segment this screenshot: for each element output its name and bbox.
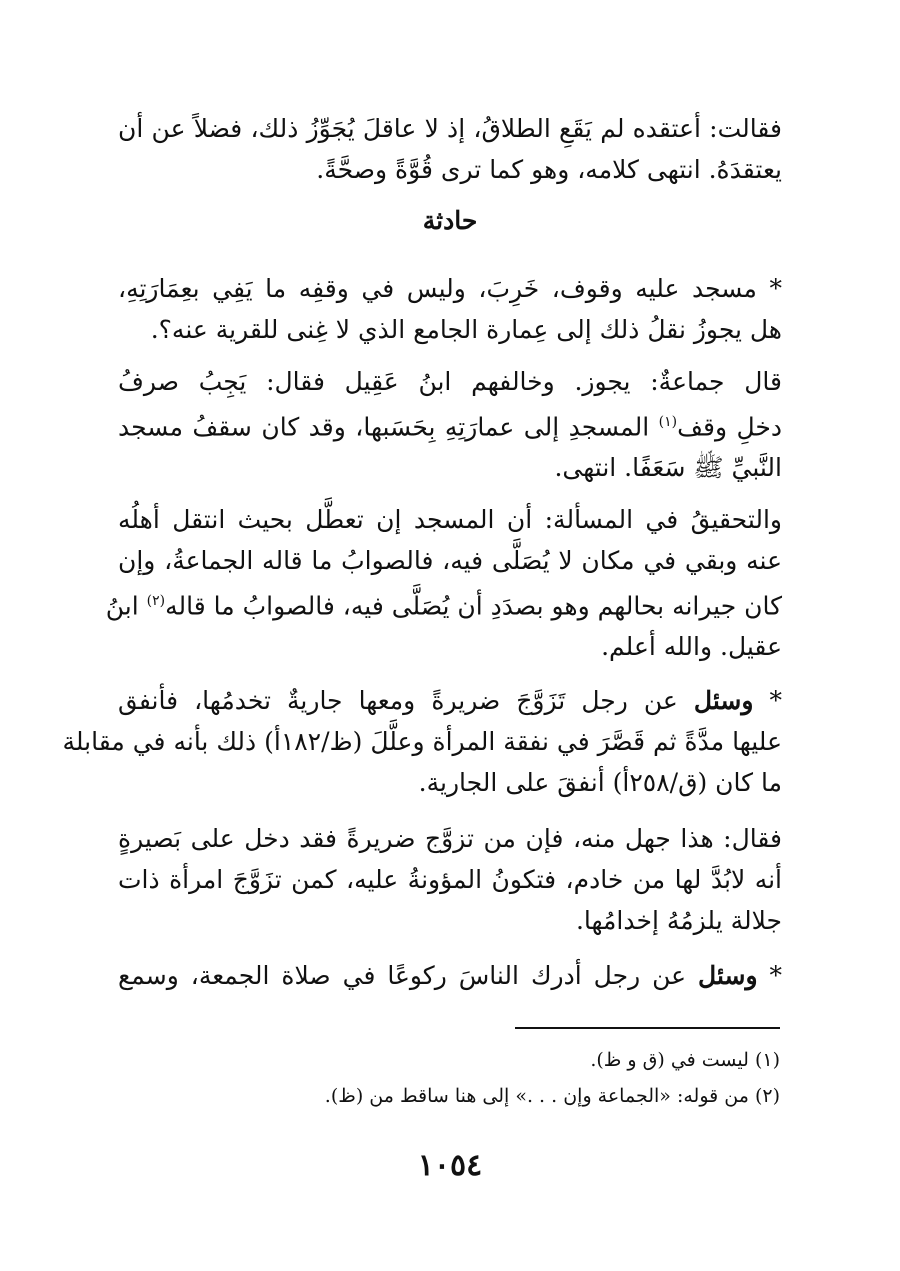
bullet-star: * <box>757 961 782 990</box>
text-line: فقالت: أعتقده لم يَقَعِ الطلاقُ، إذ لا عاقلَ يُجَوِّزُ ذلك، فضلاً عن أن <box>118 114 782 143</box>
page-number: ١٠٥٤ <box>417 1148 483 1183</box>
paragraph-6 <box>118 818 782 941</box>
text-line: * مسجد عليه وقوف، خَرِبَ، وليس في وقفِه ما يَفِي بعِمَارَتِهِ، <box>118 274 782 303</box>
text-segment: كان جيرانه بحالهم وهو بصدَدِ أن يُصَلَّى فيه، فالصوابُ ما قاله <box>165 591 782 621</box>
paragraph-4 <box>105 499 782 667</box>
text-line <box>118 680 782 721</box>
text-segment: ابنُ <box>105 591 147 621</box>
bold-keyword: وسئل <box>693 686 754 715</box>
text-line: عنه وبقي في مكان لا يُصَلَّى فيه، فالصوابُ ما قاله الجماعةُ، وإن <box>118 546 782 575</box>
text-line: فقال: هذا جهل منه، فإن من تزوَّج ضريرةً فقد دخل على بَصيرةٍ <box>118 824 782 853</box>
paragraph-7 <box>118 955 782 996</box>
text-line: ما كان (ق/٢٥٨أ) أنفقَ على الجارية. <box>418 768 782 797</box>
text-line <box>105 581 782 626</box>
text-line <box>118 955 782 996</box>
paragraph-2 <box>118 268 782 350</box>
text-line: قال جماعةٌ: يجوز. وخالفهم ابنُ عَقِيل فقال: يَجِبُ صرفُ <box>118 367 782 396</box>
text-line: والتحقيقُ في المسألة: أن المسجد إن تعطَّل بحيث انتقل أهلُه <box>118 505 782 534</box>
bullet-star: * <box>753 686 783 715</box>
paragraph-5 <box>62 680 783 803</box>
paragraph-1 <box>118 108 782 190</box>
text-line: هل يجوزُ نقلُ ذلك إلى عِمارة الجامع الذي لا غِنى للقرية عنه؟. <box>150 315 782 344</box>
text-line: جلالة يلزمُهُ إخدامُها. <box>575 906 782 935</box>
footnote-divider <box>515 1027 780 1029</box>
text-segment: المسجدِ إلى عمارَتِهِ بِحَسَبها، وقد كان سقفُ مسجد <box>118 412 659 442</box>
footnote-marker: (١) <box>658 414 678 430</box>
footnote-1: (١) ليست في (ق و ظ). <box>590 1049 780 1071</box>
text-segment: دخلِ وقف <box>677 412 783 442</box>
bold-keyword: وسئل <box>698 961 758 990</box>
text-line: عقيل. والله أعلم. <box>601 632 782 662</box>
text-line: أنه لابُدَّ لها من خادم، فتكونُ المؤونةُ عليه، كمن تزَوَّجَ امرأة ذات <box>118 865 782 894</box>
text-segment: عن رجل تَزَوَّجَ ضريرةً ومعها جاريةٌ تخدمُها، فأنفق <box>118 686 694 715</box>
text-line: عليها مدَّةً ثم قَصَّرَ في نفقة المرأة وعلَّلَ (ظ/١٨٢أ) ذلك بأنه في مقابلة <box>62 727 782 756</box>
text-line <box>118 402 782 447</box>
text-segment: عن رجل أدرك الناسَ ركوعًا في صلاة الجمعة، وسمع <box>118 961 699 990</box>
footnote-marker: (٢) <box>146 593 166 609</box>
footnote-2: (٢) من قوله: «الجماعة وإن . . .» إلى هنا ساقط من (ظ). <box>324 1085 780 1107</box>
text-line: النَّبيِّ ﷺ سَعَفًا. انتهى. <box>554 453 782 483</box>
paragraph-3 <box>118 361 782 488</box>
text-line: يعتقدَهُ. انتهى كلامه، وهو كما ترى قُوَّةً وصحَّةً. <box>316 155 782 184</box>
section-heading: حادثة <box>422 206 478 235</box>
